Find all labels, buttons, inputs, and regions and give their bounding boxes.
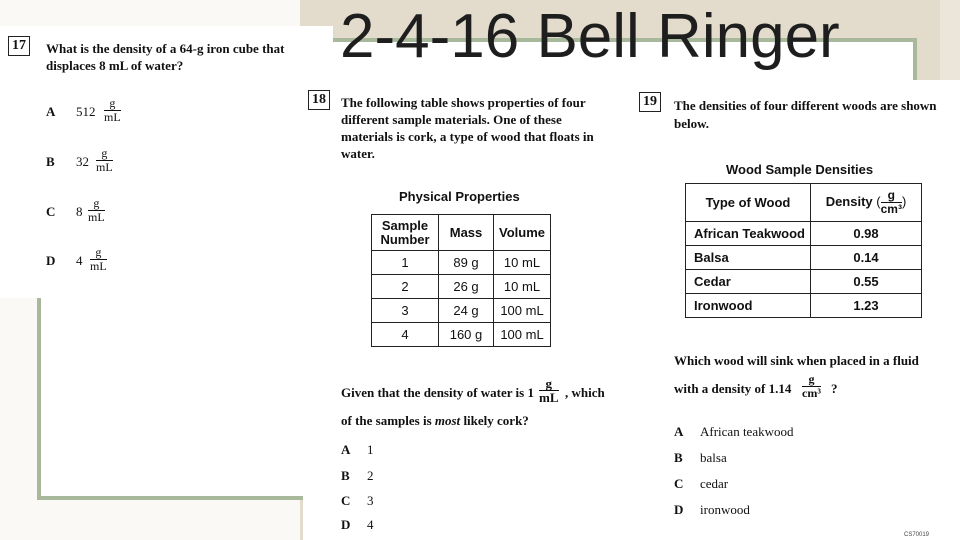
choice-letter: B	[674, 450, 683, 465]
table-cell: 89 g	[439, 251, 494, 275]
choice-letter: D	[46, 253, 56, 268]
table-header-row	[686, 184, 922, 222]
slide-title: 2-4-16 Bell Ringer	[340, 2, 840, 71]
table-cell: 100 mL	[494, 299, 551, 323]
table-cell: 4	[372, 323, 439, 347]
question-line-1: Which wood will sink when placed in a fluid	[674, 353, 919, 368]
choice-letter: B	[46, 154, 55, 169]
given-line-2: of the samples is most likely cork?	[341, 413, 529, 428]
question-19-panel	[628, 80, 960, 540]
question-17-panel	[0, 26, 333, 298]
unit-fraction: $\frac{g}{mL}$	[90, 245, 107, 273]
wood-densities-table	[685, 183, 922, 318]
choice-letter: C	[46, 204, 56, 219]
question-18-panel	[303, 80, 629, 540]
choice-text: 3	[367, 493, 374, 508]
question-stem-line-1: The densities of four different woods are shown	[674, 98, 937, 113]
table-cell: 10 mL	[494, 251, 551, 275]
table-row	[372, 299, 551, 323]
choice-letter: C	[674, 476, 684, 491]
table-cell: 100 mL	[494, 323, 551, 347]
question-line-2: with a density of 1.14	[674, 381, 792, 396]
question-stem-line-2: displaces 8 mL of water?	[46, 58, 184, 73]
question-stem-line-2: different sample materials. One of these	[341, 112, 562, 127]
header-mass: Mass	[439, 215, 494, 251]
table-cell: 10 mL	[494, 275, 551, 299]
footer-code: CS70019	[904, 532, 930, 538]
table-cell: 3	[372, 299, 439, 323]
question-number: 17	[8, 36, 30, 56]
question-number: 19	[639, 92, 661, 112]
choice-text: 2	[367, 468, 374, 483]
choice-text: African teakwood	[700, 424, 794, 439]
table-cell: African Teakwood	[686, 222, 811, 246]
choice-text: balsa	[700, 450, 727, 465]
table-cell: 1	[372, 251, 439, 275]
question-stem-line-1: What is the density of a 64-g iron cube that	[46, 41, 285, 56]
table-cell: 2	[372, 275, 439, 299]
choice-letter: A	[341, 442, 351, 457]
table-caption: Physical Properties	[399, 189, 520, 204]
question-stem-line-1: The following table shows properties of four	[341, 95, 586, 110]
table-cell: Balsa	[686, 246, 811, 270]
choice-text: 1	[367, 442, 374, 457]
table-caption: Wood Sample Densities	[726, 162, 874, 177]
unit-fraction: $\frac{g}{mL}$	[96, 146, 113, 174]
physical-properties-table	[371, 214, 551, 347]
header-sample-number: Sample Number	[372, 215, 439, 251]
unit-fraction: $\frac{g}{mL}$	[539, 376, 559, 405]
question-stem-line-3: materials is cork, a type of wood that floats in	[341, 129, 594, 144]
question-number: 18	[308, 90, 330, 110]
given-prefix: Given that the density of water is 1	[341, 385, 534, 400]
choice-letter: D	[341, 517, 351, 532]
table-cell: Cedar	[686, 270, 811, 294]
choice-value: 32	[76, 154, 89, 169]
header-type-of-wood: Type of Wood	[686, 184, 811, 222]
table-row	[372, 275, 551, 299]
table-row	[686, 270, 922, 294]
choice-letter: A	[46, 104, 56, 119]
table-cell: 1.23	[811, 294, 922, 318]
table-header-row	[372, 215, 551, 251]
choice-text: ironwood	[700, 502, 750, 517]
table-cell: 0.14	[811, 246, 922, 270]
unit-fraction: $\frac{g}{mL}$	[88, 196, 105, 224]
choice-value: 512	[76, 104, 96, 119]
choice-letter: C	[341, 493, 351, 508]
table-cell: 26 g	[439, 275, 494, 299]
header-volume: Volume	[494, 215, 551, 251]
unit-fraction: $\frac{g}{mL}$	[104, 96, 121, 124]
choice-letter: B	[341, 468, 350, 483]
table-cell: 0.55	[811, 270, 922, 294]
question-end: ?	[831, 381, 838, 396]
table-row	[372, 251, 551, 275]
question-stem-line-2: below.	[674, 116, 710, 131]
choice-value: 8	[76, 204, 83, 219]
question-stem-line-4: water.	[341, 146, 375, 161]
given-suffix: , which	[565, 385, 605, 400]
choice-text: 4	[367, 517, 374, 532]
choice-letter: A	[674, 424, 684, 439]
choice-text: cedar	[700, 476, 729, 491]
table-row	[686, 246, 922, 270]
header-density: Density ( $\frac{g}{\text{cm³}}$ )	[811, 184, 922, 222]
table-row	[686, 222, 922, 246]
table-cell: 24 g	[439, 299, 494, 323]
table-row	[372, 323, 551, 347]
unit-fraction: $\frac{g}{\text{cm³}}$	[802, 372, 821, 400]
table-row	[686, 294, 922, 318]
table-cell: Ironwood	[686, 294, 811, 318]
choice-letter: D	[674, 502, 684, 517]
table-cell: 160 g	[439, 323, 494, 347]
table-cell: 0.98	[811, 222, 922, 246]
choice-value: 4	[76, 253, 83, 268]
